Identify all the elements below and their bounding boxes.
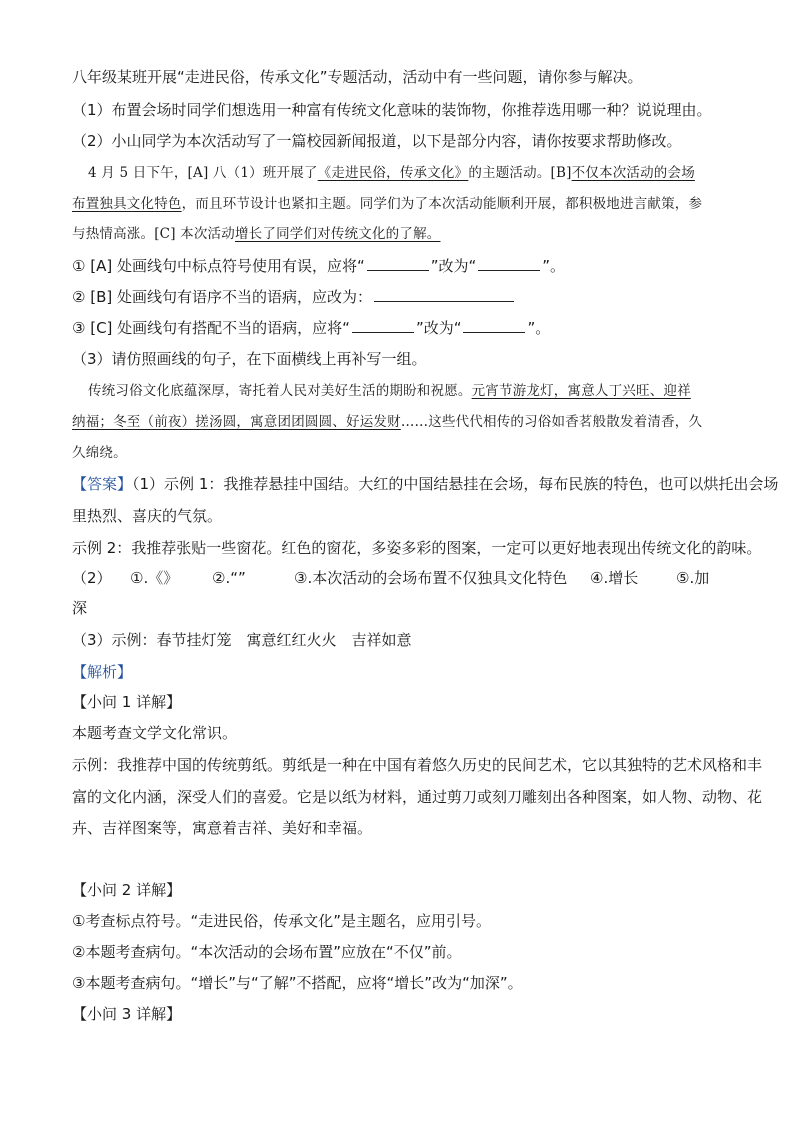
- detail-1-line-1: 本题考查文学文化常识。: [72, 724, 238, 742]
- question-3: （3）请仿照画线的句子，在下面横线上再补写一组。: [72, 350, 427, 368]
- detail-1-line-2: 示例：我推荐中国的传统剪纸。剪纸是一种在中国有着悠久历史的民间艺术，它以其独特的艺术风格和丰: [72, 756, 763, 774]
- news-line-3: [72, 224, 732, 244]
- detail-2-line-3: ③本题考查病句。“增长”与“了解”不搭配，应将“增长”改为“加深”。: [72, 974, 523, 992]
- answer-text: （1）示例 1：我推荐悬挂中国结。大红的中国结悬挂在会场，每布民族的特色，也可以烘托出会场: [132, 475, 779, 493]
- detail-2-line-2: ②本题考查病句。“本次活动的会场布置”应放在“不仅”前。: [72, 943, 462, 961]
- news-line-1: [88, 163, 738, 183]
- news-underlined-c: 增长了同学们对传统文化的了解。: [234, 226, 441, 242]
- answer-2-label: （2）: [72, 569, 112, 587]
- para-text: ……这些代代相传的习俗如香茗般散发着清香，久: [400, 414, 703, 430]
- answer-option-3: ③.本次活动的会场布置不仅独具文化特色: [294, 569, 568, 587]
- news-text: 与热情高涨。[C] 本次活动: [72, 226, 235, 242]
- sub-question-3: [72, 318, 732, 338]
- para-underlined: 纳福；冬至（前夜）搓汤圆，寓意团团圆圆、好运发财: [72, 414, 401, 430]
- answer-line-1: [72, 474, 779, 494]
- answer-2-options: [72, 568, 732, 588]
- news-text: 的主题活动。[B]: [468, 165, 572, 181]
- sub-question-text: ”。: [542, 257, 566, 275]
- para-text: 传统习俗文化底蕴深厚，寄托着人民对美好生活的期盼和祝愿。: [88, 383, 472, 399]
- sub-question-text: ② [B] 处画线句有语序不当的语病，应改为：: [72, 288, 372, 306]
- sub-question-2: [72, 287, 732, 307]
- answer-line-3: 示例 2：我推荐张贴一些窗花。红色的窗花，多姿多彩的图案，一定可以更好地表现出传统文化的韵味。: [72, 539, 762, 557]
- detail-1-line-3: 富的文化内涵，深受人们的喜爱。它是以纸为材料，通过剪刀或刻刀雕刻出各种图案，如人物、动物、花: [72, 788, 763, 806]
- news-line-2: [72, 194, 732, 214]
- answer-blank[interactable]: [463, 318, 525, 333]
- answer-option-1: ①.《》: [130, 569, 179, 587]
- news-underlined-a: 《走进民俗，传承文化》: [317, 165, 469, 181]
- answer-line-2: 里热烈、喜庆的气氛。: [72, 507, 223, 525]
- news-text: ，而且环节设计也紧扣主题。同学们为了本次活动能顺利开展，都积极地进言献策，参: [181, 196, 703, 212]
- answer-2-continued: 深: [72, 599, 88, 617]
- question-2: （2）小山同学为本次活动写了一篇校园新闻报道，以下是部分内容，请你按要求帮助修改。: [72, 132, 682, 150]
- answer-tag: 【答案】: [72, 475, 133, 493]
- sub-question-text: ”。: [527, 319, 551, 337]
- analysis-tag: 【解析】: [72, 663, 133, 681]
- answer-blank[interactable]: [374, 287, 514, 302]
- para-line-2: [72, 412, 732, 432]
- answer-option-5: ⑤.加: [676, 569, 710, 587]
- sub-question-1: [72, 256, 732, 276]
- answer-blank[interactable]: [352, 318, 414, 333]
- para-underlined: 元宵节游龙灯，寓意人丁兴旺、迎祥: [471, 383, 691, 399]
- sub-question-text: ”改为“: [430, 257, 477, 275]
- news-text: 4 月 5 日下午，[A] 八（1）班开展了: [88, 165, 318, 181]
- para-line-3: 久绵绕。: [72, 445, 127, 461]
- sub-question-text: ③ [C] 处画线句有搭配不当的语病，应将“: [72, 319, 350, 337]
- detail-2-title: 【小问 2 详解】: [72, 881, 182, 899]
- answer-3: （3）示例：春节挂灯笼 寓意红红火火 吉祥如意: [72, 631, 412, 649]
- answer-blank[interactable]: [367, 256, 429, 271]
- sub-question-text: ① [A] 处画线句中标点符号使用有误，应将“: [72, 257, 365, 275]
- detail-2-line-1: ①考查标点符号。“走进民俗，传承文化”是主题名，应用引号。: [72, 912, 491, 930]
- sub-question-text: ”改为“: [415, 319, 462, 337]
- question-1: （1）布置会场时同学们想选用一种富有传统文化意味的装饰物，你推荐选用哪一种？说说理由。: [72, 101, 712, 119]
- para-line-1: [88, 381, 738, 401]
- answer-option-4: ④.增长: [590, 569, 639, 587]
- news-underlined-b: 不仅本次活动的会场: [571, 165, 695, 181]
- detail-1-line-4: 卉、吉祥图案等，寓意着吉祥、美好和幸福。: [72, 819, 373, 837]
- answer-blank[interactable]: [478, 256, 540, 271]
- answer-option-2: ②.“”: [212, 569, 246, 587]
- detail-1-title: 【小问 1 详解】: [72, 693, 182, 711]
- news-underlined-b: 布置独具文化特色: [72, 196, 182, 212]
- detail-3-title: 【小问 3 详解】: [72, 1005, 182, 1023]
- intro-text: 八年级某班开展“走进民俗，传承文化”专题活动，活动中有一些问题，请你参与解决。: [72, 68, 643, 86]
